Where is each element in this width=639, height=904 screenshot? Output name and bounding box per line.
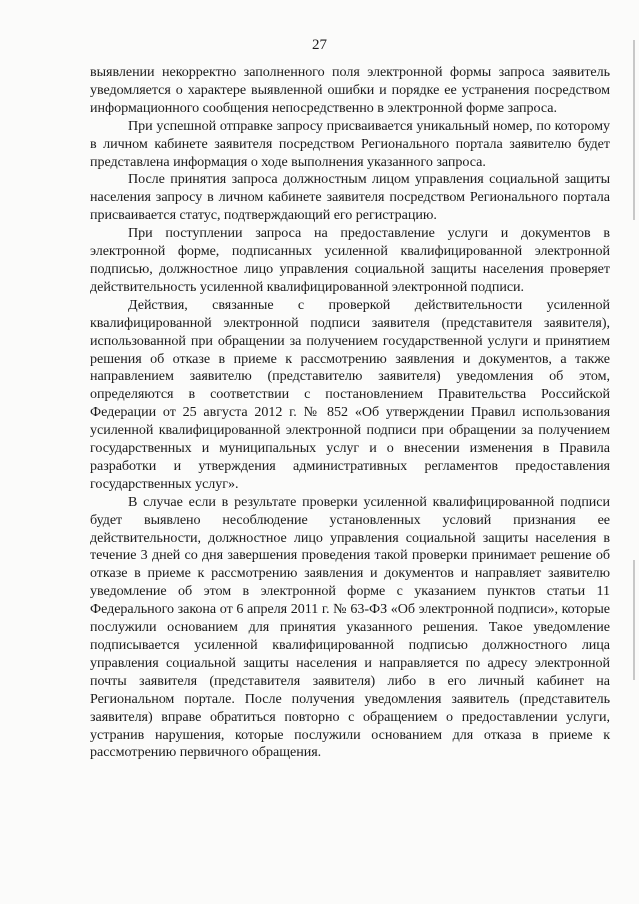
scan-edge-mark [633, 40, 635, 220]
paragraph-unique-number: При успешной отправке запросу присваивается уникальный номер, по которому в личном кабинете заявителя посредством Регионального портала заявителю будет представлена информация о ходе выполнения указанного запроса. [90, 117, 610, 170]
document-body [90, 64, 610, 762]
paragraph-signature-actions: Действия, связанные с проверкой действительности усиленной квалифицированной электронной подписи заявителя (представителя заявителя), использованной при обращении за получением государственной услуги и принятием решения об отказе в приеме к рассмотрению заявления и документов, а также направлением заявителю (представителю заявителя) уведомления об этом, определяются в соответствии с постановлением Правительства Российской Федерации от 25 августа 2012 г. № 852 «Об утверждении Правил использования усиленной квалифицированной электронной подписи при обращении за получением государственных и муниципальных услуг и о внесении изменения в Правила разработки и утверждения административных регламентов предоставления государственных услуг». [90, 296, 610, 492]
page-number: 27 [312, 37, 327, 53]
scan-edge-mark [633, 560, 635, 680]
paragraph-registration-status: После принятия запроса должностным лицом управления социальной защиты населения запросу в личном кабинете заявителя посредством Регионального портала присваивается статус, подтверждающий его регистрацию. [90, 171, 610, 224]
paragraph-signature-invalid: В случае если в результате проверки усиленной квалифицированной подписи будет выявлено несоблюдение установленных условий признания ее действительности, должностное лицо управления социальной защиты населения в течение 3 дней со дня завершения проведения такой проверки принимает решение об отказе в приеме к рассмотрению заявления и документов и направляет заявителю уведомление об этом в электронной форме с указанием пунктов статьи 11 Федерального закона от 6 апреля 2011 г. № 63-ФЗ «Об электронной подписи», которые послужили основанием для принятия указанного решения. Такое уведомление подписывается усиленной квалифицированной подписью должностного лица управления социальной защиты населения и направляется по адресу электронной почты заявителя (представителя заявителя) либо в его личный кабинет на Региональном портале. После получения уведомления заявитель (представитель заявителя) вправе обратиться повторно с обращением о предоставлении услуги, устранив нарушения, которые послужили основанием для отказа в приеме к рассмотрению первичного обращения. [90, 493, 610, 761]
paragraph-signature-check: При поступлении запроса на предоставление услуги и документов в электронной форме, подписанных усиленной квалифицированной электронной подписью, должностное лицо управления социальной защиты населения проверяет действительность усиленной квалифицированной электронной подписи. [90, 225, 610, 295]
paragraph-continuation: выявлении некорректно заполненного поля электронной формы запроса заявитель уведомляется о характере выявленной ошибки и порядке ее устранения посредством информационного сообщения непосредственно в электронной форме запроса. [90, 64, 610, 116]
